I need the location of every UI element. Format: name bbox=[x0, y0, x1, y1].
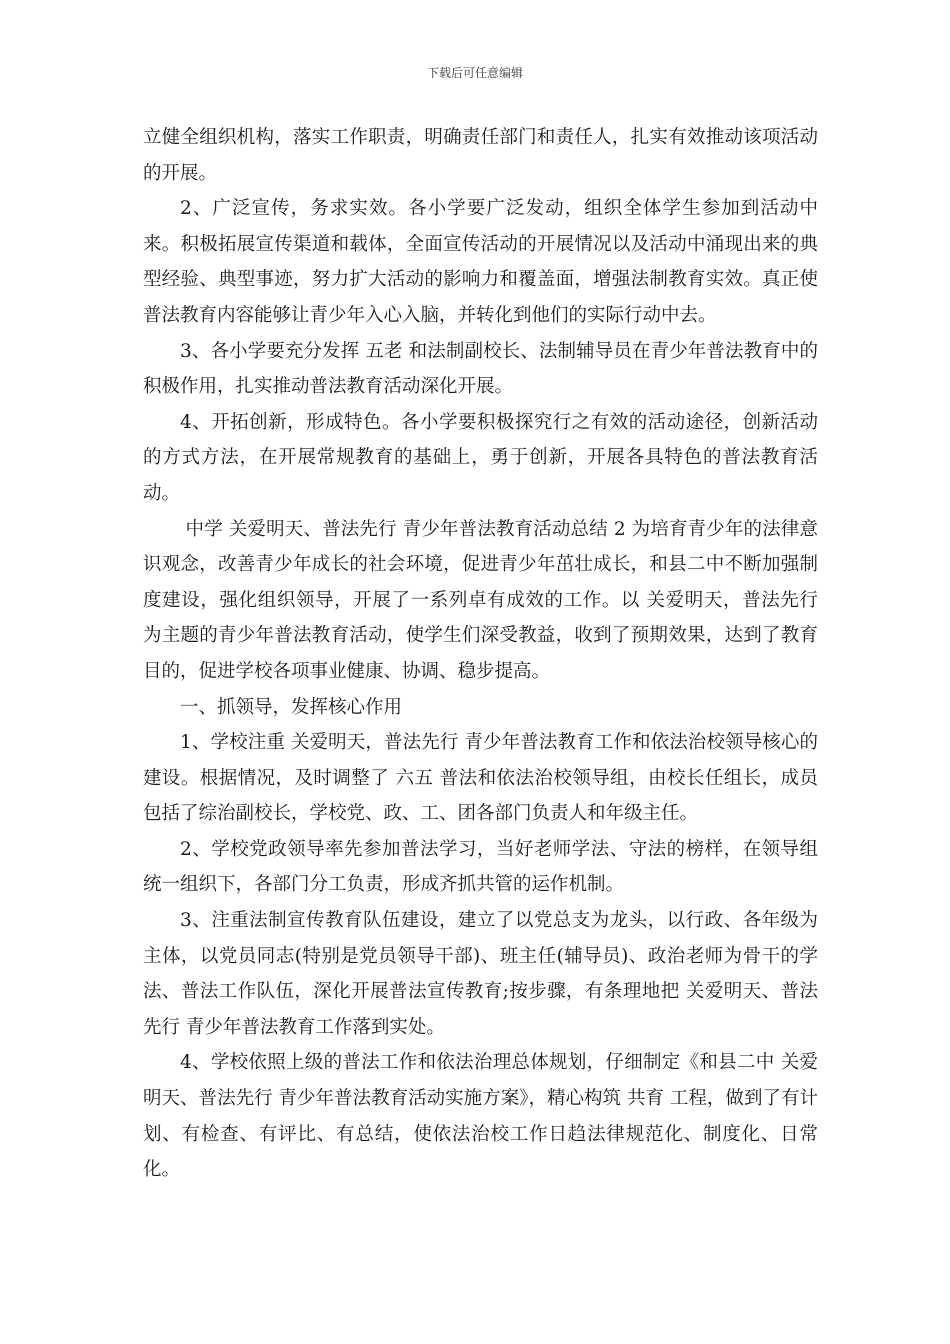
paragraph-item-2: 2、广泛宣传，务求实效。各小学要广泛发动，组织全体学生参加到活动中来。积极拓展宣传渠道和载体，全面宣传活动的开展情况以及活动中涌现出来的典型经验、典型事迹，努力扩大活动的影响力和覆盖面，增强法制教育实效。真正使普法教育内容能够让青少年入心入脑，并转化到他们的实际行动中去。 bbox=[143, 198, 818, 326]
paragraph-summary-intro: 中学 关爱明天、普法先行 青少年普法教育活动总结 2 为培育青少年的法律意识观念，改善青少年成长的社会环境，促进青少年茁壮成长，和县二中不断加强制度建设，强化组织领导，开展了一系列卓有成效的工作。以 关爱明天，普法先行 为主题的青少年普法教育活动，使学生们深受教益，收到了预期效果，达到了教育目的，促进学校各项事业健康、协调、稳步提高。 bbox=[143, 518, 818, 682]
document-body bbox=[143, 120, 818, 1188]
paragraph-section1-item-2: 2、学校党政领导率先参加普法学习，当好老师学法、守法的榜样，在领导组统一组织下，各部门分工负责，形成齐抓共管的运作机制。 bbox=[143, 838, 818, 896]
paragraph-section1-item-4: 4、学校依照上级的普法工作和依法治理总体规划，仔细制定《和县二中 关爱明天、普法先行 青少年普法教育活动实施方案》，精心构筑 共育 工程，做到了有计划、有检查、有评比、有总结，使依法治校工作日趋法律规范化、制度化、日常化。 bbox=[143, 1052, 818, 1181]
section-heading-1: 一、抓领导，发挥核心作用 bbox=[180, 696, 403, 718]
paragraph-item-3: 3、各小学要充分发挥 五老 和法制副校长、法制辅导员在青少年普法教育中的积极作用，扎实推动普法教育活动深化开展。 bbox=[143, 340, 818, 398]
paragraph-section1-item-3: 3、注重法制宣传教育队伍建设，建立了以党总支为龙头，以行政、各年级为主体，以党员同志(特别是党员领导干部)、班主任(辅导员)、政治老师为骨干的学法、普法工作队伍，深化开展普法宣传教育;按步骤，有条理地把 关爱明天、普法先行 青少年普法教育工作落到实处。 bbox=[143, 910, 818, 1038]
paragraph-continuation: 立健全组织机构，落实工作职责，明确责任部门和责任人，扎实有效推动该项活动的开展。 bbox=[143, 127, 818, 184]
paragraph-section1-item-1: 1、学校注重 关爱明天，普法先行 青少年普法教育工作和依法治校领导核心的建设。根据情况，及时调整了 六五 普法和依法治校领导组，由校长任组长，成员包括了综治副校长，学校党、政、工、团各部门负责人和年级主任。 bbox=[143, 732, 818, 825]
paragraph-item-4: 4、开拓创新，形成特色。各小学要积极探究行之有效的活动途径，创新活动的方式方法，在开展常规教育的基础上，勇于创新，开展各具特色的普法教育活动。 bbox=[143, 411, 818, 504]
page-header: 下载后可任意编辑 bbox=[426, 66, 523, 80]
